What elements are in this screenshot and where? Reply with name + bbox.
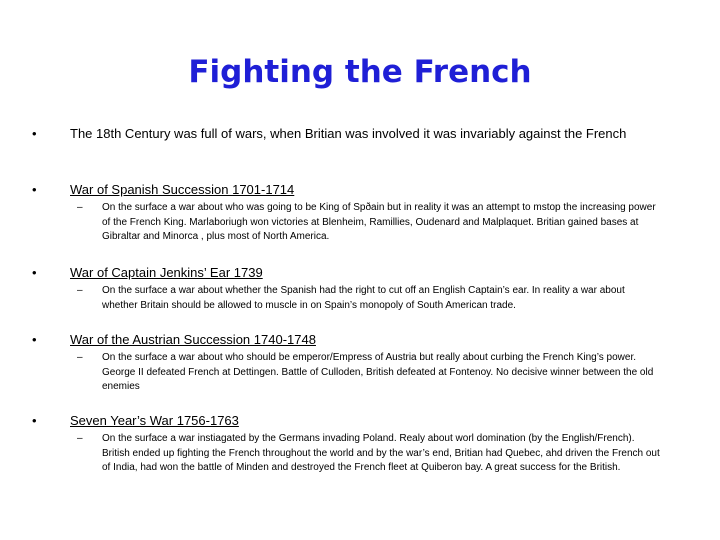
- bullet-heading: War of Captain Jenkins’ Ear 1739: [70, 265, 263, 280]
- sub-text: On the surface a war about who should be emperor/Empress of Austria but really about curbing the French King’s power. George II defeated French at Dettingen. Battle of Culloden, British defeated at Fontenoy. No decisive winner between the old enemies: [102, 352, 654, 392]
- sub-text: On the surface a war about whether the Spanish had the right to cut off an English Captain’s ear. In reality a war about whether Britain should be allowed to muscle in on Spain’s monopoly of South American trade.: [102, 285, 625, 311]
- sub-item: [32, 201, 672, 245]
- sub-item: [32, 351, 672, 395]
- slide-title: Fighting the French: [188, 54, 532, 90]
- bullet-text: The 18th Century was full of wars, when Britian was involved it was invariably against the French: [70, 126, 627, 141]
- sub-dash: –: [77, 285, 83, 296]
- bullet-item: [32, 264, 672, 313]
- bullet-item: [32, 412, 672, 476]
- bullet-dot: •: [32, 182, 37, 197]
- sub-item: [32, 432, 672, 476]
- bullet-dot: •: [32, 413, 37, 428]
- bullet-heading: Seven Year’s War 1756-1763: [70, 413, 239, 428]
- sub-item: [32, 284, 672, 313]
- bullet-dot: •: [32, 265, 37, 280]
- bullet-item: [32, 181, 672, 245]
- bullet-item: [32, 125, 672, 143]
- sub-text: On the surface a war instiagated by the Germans invading Poland. Realy about worl domination (by the English/French). British ended up fighting the French throughout the world and by the war’s end, Britian had Quebec, ahd driven the French out of India, had won the battle of Minden and destroyed the French fleet at Quiberon bay. A great success for the British.: [102, 433, 660, 473]
- sub-dash: –: [77, 202, 83, 213]
- sub-text: On the surface a war about who was going to be King of Spðain but in reality it was an attempt to mstop the increasing power of the French King. Marlaboriugh won victories at Blenheim, Ramillies, Oudenard and Malplaquet. Britian gained bases at Gibraltar and Minorca , plus most of North America.: [102, 202, 656, 242]
- bullet-dot: •: [32, 126, 37, 141]
- bullet-heading: War of Spanish Succession 1701-1714: [70, 182, 295, 197]
- bullet-heading: War of the Austrian Succession 1740-1748: [70, 332, 316, 347]
- bullet-dot: •: [32, 332, 37, 347]
- bullet-item: [32, 331, 672, 395]
- sub-dash: –: [77, 433, 83, 444]
- sub-dash: –: [77, 352, 83, 363]
